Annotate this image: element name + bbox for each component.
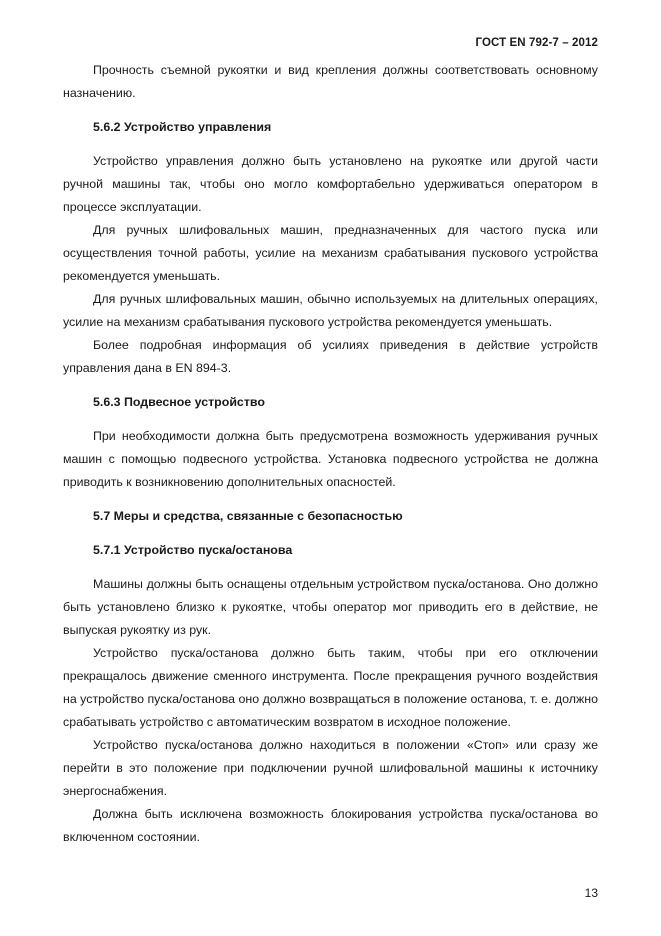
section-5-7-1-paragraph-4: Должна быть исключена возможность блокирования устройства пуска/останова во включенном состоянии. — [63, 807, 598, 844]
section-5-7-1-paragraph-2: Устройство пуска/останова должно быть таким, чтобы при его отключении прекращалось движение сменного инструмента. После прекращения ручного воздействия на устройство пуска/останова оно должно возвращаться в положение останова, т. е. должно срабатывать устройство с автоматическим возвратом в исходное положение. — [63, 646, 598, 729]
section-5-6-2-paragraph-4: Более подробная информация об усилиях приведения в действие устройств управления дана в EN 894-3. — [63, 338, 598, 375]
section-5-7-heading: 5.7 Меры и средства, связанные с безопасностью — [93, 509, 403, 523]
section-5-7-1-paragraph-3: Устройство пуска/останова должно находиться в положении «Стоп» или сразу же перейти в это положение при подключении ручной шлифовальной машины к источнику энергоснабжения. — [63, 738, 598, 798]
page-content — [63, 59, 598, 849]
intro-paragraph: Прочность съемной рукоятки и вид крепления должны соответствовать основному назначению. — [63, 63, 598, 100]
section-5-6-3-paragraph-1: При необходимости должна быть предусмотрена возможность удерживания ручных машин с помощью подвесного устройства. Установка подвесного устройства не должна приводить к возникновению дополнительных опасностей. — [63, 429, 598, 489]
section-5-6-2-heading: 5.6.2 Устройство управления — [93, 120, 272, 134]
section-5-6-2-paragraph-2: Для ручных шлифовальных машин, предназначенных для частого пуска или осуществления точной работы, усилие на механизм срабатывания пускового устройства рекомендуется уменьшать. — [63, 223, 598, 283]
section-5-7-1-paragraph-1: Машины должны быть оснащены отдельным устройством пуска/останова. Оно должно быть установлено близко к рукоятке, чтобы оператор мог приводить его в действие, не выпуская рукоятку из рук. — [63, 577, 598, 637]
page-number: 13 — [584, 886, 598, 900]
document-header: ГОСТ EN 792-7 – 2012 — [475, 37, 598, 49]
section-5-6-2-paragraph-1: Устройство управления должно быть установлено на рукоятке или другой части ручной машины так, чтобы оно могло комфортабельно удерживаться оператором в процессе эксплуатации. — [63, 154, 598, 214]
section-5-6-3-heading: 5.6.3 Подвесное устройство — [93, 395, 265, 409]
section-5-6-2-paragraph-3: Для ручных шлифовальных машин, обычно используемых на длительных операциях, усилие на механизм срабатывания пускового устройства рекомендуется уменьшать. — [63, 292, 598, 329]
section-5-7-1-heading: 5.7.1 Устройство пуска/останова — [93, 543, 293, 557]
